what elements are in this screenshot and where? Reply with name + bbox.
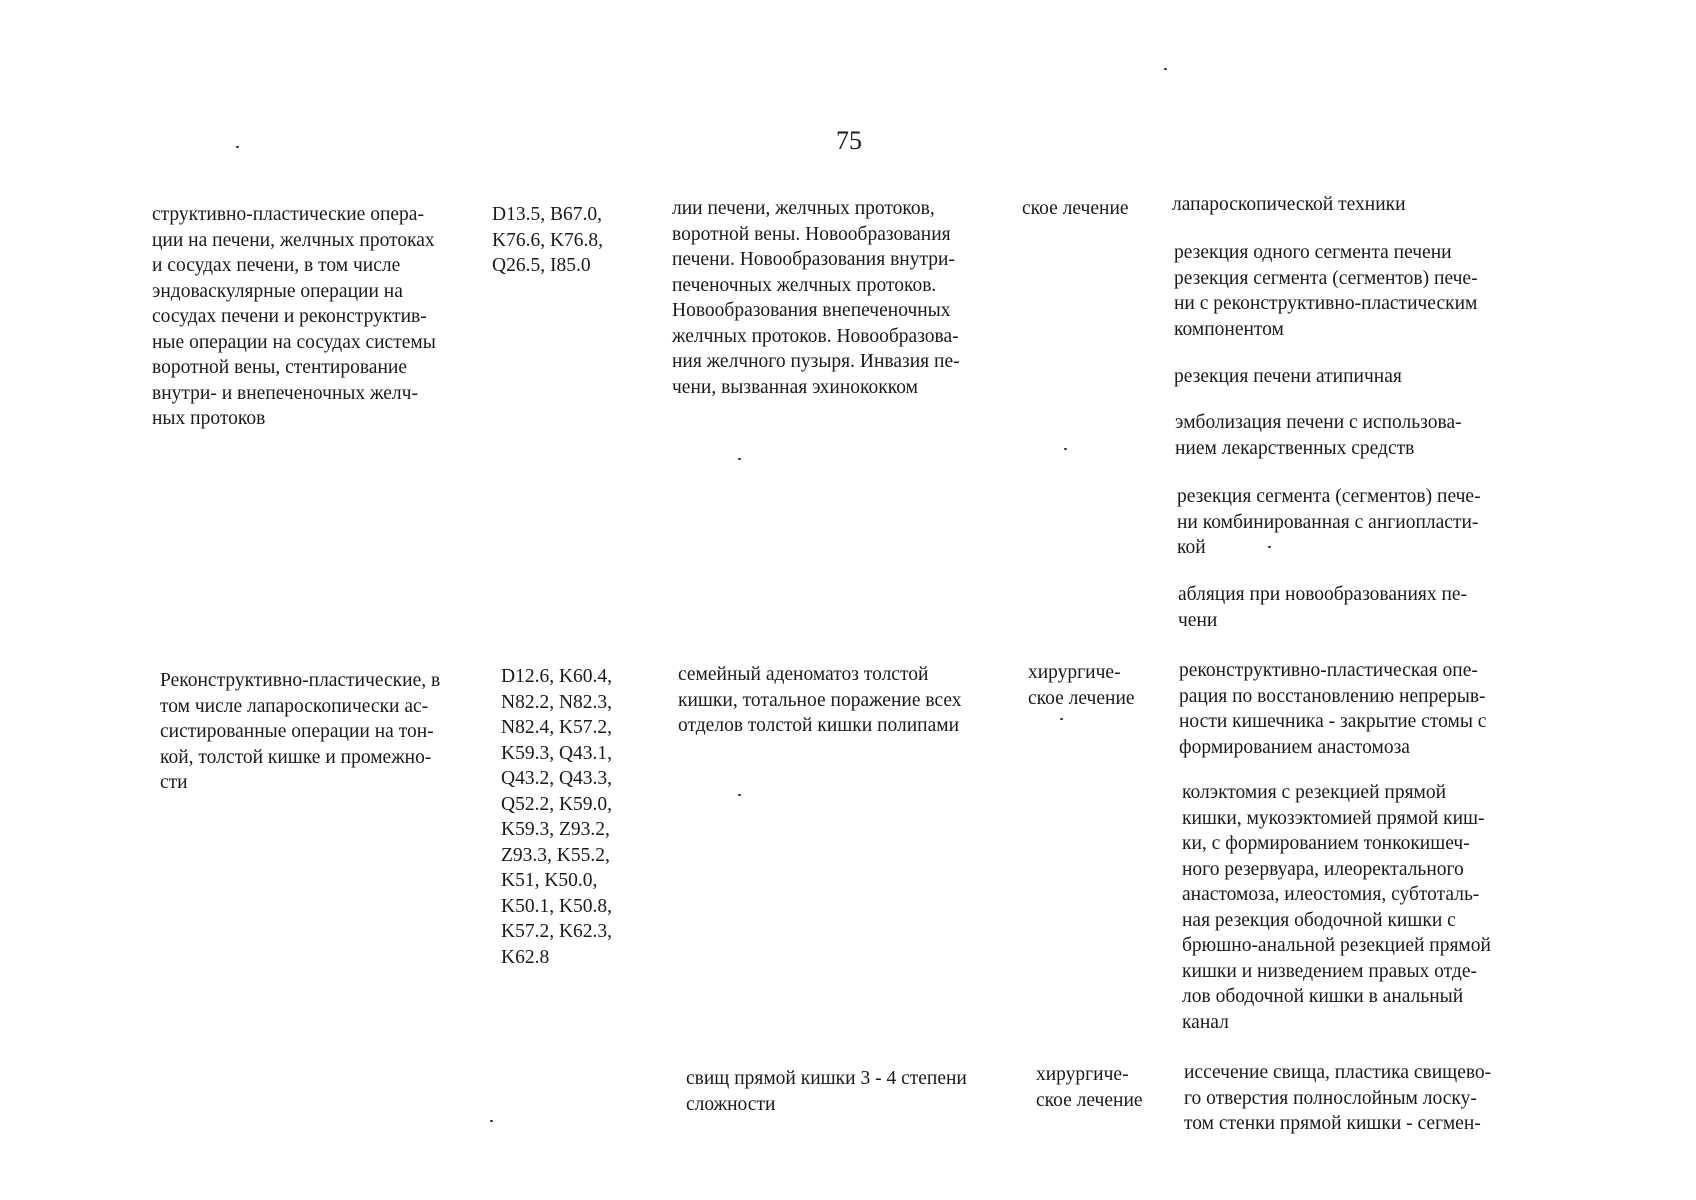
scan-speck: [1060, 718, 1063, 720]
scan-speck: [738, 794, 741, 796]
row1-method-5: резекция сегмента (сегментов) пече- ни комбинированная с ангиопласти- кой: [1177, 486, 1481, 558]
row1-icd-codes: D13.5, B67.0, K76.6, K76.8, Q26.5, I85.0: [492, 204, 604, 276]
row2-method-1: реконструктивно-пластическая опе- рация по восстановлению непрерыв- ности кишечника - закрытие стомы с формированием анастомоза: [1179, 660, 1487, 758]
page-number: 75: [836, 126, 862, 155]
row2-diagnosis: семейный аденоматоз толстой кишки, тотальное поражение всех отделов толстой кишки полипами: [678, 664, 962, 736]
scan-speck: [1164, 68, 1167, 70]
row1-method-6: абляция при новообразованиях пе- чени: [1178, 584, 1468, 631]
row2-treatment: хирургиче- ское лечение: [1028, 662, 1135, 709]
row1-method-4: эмболизация печени с использова- нием лекарственных средств: [1175, 412, 1462, 459]
scan-speck: [738, 458, 741, 460]
scan-speck: [236, 146, 239, 148]
row1-method-1: лапароскопической техники: [1172, 194, 1406, 215]
row3-method-1: иссечение свища, пластика свищево- го отверстия полнослойным лоску- том стенки прямой кишки - сегмен-: [1184, 1062, 1492, 1134]
scan-speck: [490, 1120, 493, 1122]
row1-method-2: резекция одного сегмента печени резекция сегмента (сегментов) пече- ни с реконструктивно-пластическим компонентом: [1174, 242, 1478, 340]
scan-speck: [1064, 448, 1067, 450]
row3-treatment: хирургиче- ское лечение: [1036, 1064, 1143, 1111]
row1-diagnosis: лии печени, желчных протоков, воротной вены. Новообразования печени. Новообразования внутри- печеночных желчных протоков. Новообразования внепеченочных желчных протоков. Новообразова- ния желчного пузыря. Инвазия пе- чени, вызванная эхинококком: [672, 198, 960, 398]
row1-operation-name: структивно-пластические опера- ции на печени, желчных протоках и сосудах печени, в том числе эндоваскулярные операции на сосудах печени и реконструктив- ные операции на сосудах системы воротной вены, стентирование внутри- и внепеченочных желч- ных протоков: [152, 204, 436, 429]
scan-speck: [1268, 546, 1271, 548]
row3-diagnosis: свищ прямой кишки 3 - 4 степени сложности: [686, 1068, 967, 1115]
row2-operation-name: Реконструктивно-пластические, в том числе лапароскопически ас- систированные операции на тон- кой, толстой кишке и промежно- сти: [160, 670, 441, 793]
row1-treatment: ское лечение: [1022, 198, 1129, 219]
row1-method-3: резекция печени атипичная: [1174, 366, 1402, 387]
row2-icd-codes: D12.6, K60.4, N82.2, N82.3, N82.4, K57.2, K59.3, Q43.1, Q43.2, Q43.3, Q52.2, K59.0, K59.3, Z93.2, Z93.3, K55.2, K51, K50.0, K50.1, K50.8, K57.2, K62.3, K62.8: [501, 666, 613, 968]
row2-method-2: колэктомия с резекцией прямой кишки, мукозэктомией прямой киш- ки, с формированием тонкокишеч- ного резервуара, илеоректального анастомоза, илеостомия, субтоталь- ная резекция ободочной кишки с брюшно-анальной резекцией прямой кишки и низведением правых отде- лов ободочной кишки в анальный канал: [1182, 782, 1491, 1033]
